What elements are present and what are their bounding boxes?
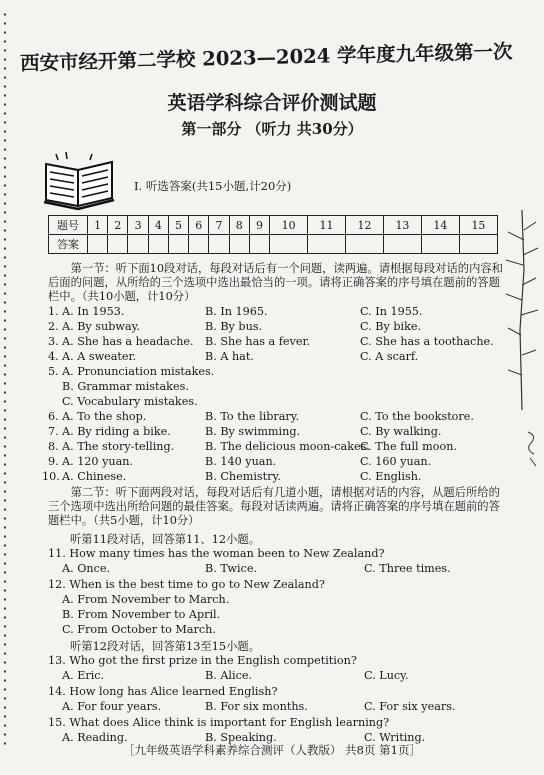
answer-cell[interactable] xyxy=(459,235,497,254)
option-b: B. In 1965. xyxy=(205,305,268,318)
answer-cell[interactable] xyxy=(108,235,128,254)
table-cell-number: 14 xyxy=(421,216,459,235)
option-b: B. To the library. xyxy=(205,410,300,423)
option-a: A. A sweater. xyxy=(62,350,137,363)
question-number: 7. xyxy=(48,425,59,438)
option-c: C. To the bookstore. xyxy=(360,410,474,423)
table-cell-number: 8 xyxy=(229,216,249,235)
question-5 xyxy=(48,365,528,379)
question-12-stem: 12. When is the best time to go to New Zealand? xyxy=(48,578,325,591)
answer-cell[interactable] xyxy=(168,235,188,254)
option-c: C. English. xyxy=(360,470,422,483)
option-b: B. Chemistry. xyxy=(205,470,281,483)
option-c: C. 160 yuan. xyxy=(360,455,432,468)
part1-instructions: 第一节：听下面10段对话，每段对话后有一个问题，读两遍。请根据每段对话的内容和后面的问题，从所给的三个选项中选出最恰当的一项。请将正确答案的序号填在题前的答题栏中。（共10小题，计10分） xyxy=(48,262,503,304)
question-13-option-c: C. Lucy. xyxy=(364,669,409,682)
table-cell-number: 2 xyxy=(108,216,128,235)
option-b: B. The delicious moon-cakes. xyxy=(205,440,370,453)
answer-table-number-row xyxy=(49,216,498,235)
question-9 xyxy=(48,455,528,469)
question-number: 1. xyxy=(48,305,59,318)
page-footer: ［九年级英语学科素养综合测评（人教版） 共8页 第1页］ xyxy=(123,743,421,757)
option-a: A. 120 yuan. xyxy=(62,455,134,468)
question-15-option-b: B. Speaking. xyxy=(205,731,277,744)
question-14-option-b: B. For six months. xyxy=(205,700,308,713)
question-10 xyxy=(42,470,528,484)
option-c: C. In 1955. xyxy=(360,305,423,318)
table-cell-number: 15 xyxy=(459,216,497,235)
question-11-option-a: A. Once. xyxy=(62,562,111,575)
option-a: A. The story-telling. xyxy=(62,440,175,453)
question-15-stem: 15. What does Alice think is important for English learning? xyxy=(48,716,390,729)
question-13-option-b: B. Alice. xyxy=(205,669,253,682)
question-13-stem: 13. Who got the first prize in the English competition? xyxy=(48,654,357,667)
option-c: C. A scarf. xyxy=(360,350,419,363)
question-5-option-b: B. Grammar mistakes. xyxy=(62,380,189,393)
option-a: A. Pronunciation mistakes. xyxy=(62,365,215,378)
answer-cell[interactable] xyxy=(229,235,249,254)
question-number: 3. xyxy=(48,335,59,348)
option-b: B. 140 yuan. xyxy=(205,455,277,468)
question-number: 8. xyxy=(48,440,59,453)
dialogue-11-instruction: 听第11段对话，回答第11、12小题。 xyxy=(70,533,260,546)
question-number: 9. xyxy=(48,455,59,468)
question-12-option-a: A. From November to March. xyxy=(62,593,230,606)
table-cell-number: 7 xyxy=(209,216,229,235)
question-8 xyxy=(48,440,528,454)
answer-cell[interactable] xyxy=(128,235,148,254)
answer-table xyxy=(48,215,498,254)
option-a: A. She has a headache. xyxy=(62,335,194,348)
question-number: 4. xyxy=(48,350,59,363)
question-1 xyxy=(48,305,528,319)
option-b: B. By swimming. xyxy=(205,425,301,438)
answer-cell[interactable] xyxy=(209,235,229,254)
question-12-option-c: C. From October to March. xyxy=(62,623,216,636)
question-14-option-a: A. For four years. xyxy=(62,700,162,713)
table-cell-number: 10 xyxy=(270,216,308,235)
table-row-label-number: 题号 xyxy=(49,216,88,235)
answer-cell[interactable] xyxy=(346,235,384,254)
table-cell-number: 4 xyxy=(148,216,168,235)
answer-table-answer-row xyxy=(49,235,498,254)
section1-heading: Ⅰ. 听选答案(共15小题,计20分) xyxy=(134,179,292,193)
answer-cell[interactable] xyxy=(148,235,168,254)
table-row-label-answer: 答案 xyxy=(49,235,88,254)
answer-cell[interactable] xyxy=(249,235,269,254)
option-a: A. Chinese. xyxy=(62,470,127,483)
open-book-icon xyxy=(42,150,118,212)
answer-cell[interactable] xyxy=(383,235,421,254)
table-cell-number: 13 xyxy=(383,216,421,235)
exam-title-line2: 英语学科综合评价测试题 xyxy=(167,92,377,114)
table-cell-number: 12 xyxy=(346,216,384,235)
option-b: B. She has a fever. xyxy=(205,335,311,348)
answer-cell[interactable] xyxy=(189,235,209,254)
question-11-option-c: C. Three times. xyxy=(364,562,451,575)
question-3 xyxy=(48,335,528,349)
question-number: 5. xyxy=(48,365,59,378)
answer-cell[interactable] xyxy=(308,235,346,254)
question-5-option-c: C. Vocabulary mistakes. xyxy=(62,395,198,408)
answer-cell[interactable] xyxy=(421,235,459,254)
option-c: C. By bike. xyxy=(360,320,422,333)
table-cell-number: 9 xyxy=(249,216,269,235)
question-number: 2. xyxy=(48,320,59,333)
question-15-option-c: C. Writing. xyxy=(364,731,426,744)
question-7 xyxy=(48,425,528,439)
table-cell-number: 1 xyxy=(88,216,108,235)
answer-cell[interactable] xyxy=(270,235,308,254)
question-4 xyxy=(48,350,528,364)
option-b: B. A hat. xyxy=(205,350,254,363)
question-14-option-c: C. For six years. xyxy=(364,700,456,713)
option-b: B. By bus. xyxy=(205,320,263,333)
option-a: A. By riding a bike. xyxy=(62,425,171,438)
table-cell-number: 11 xyxy=(308,216,346,235)
option-c: C. She has a toothache. xyxy=(360,335,494,348)
exam-title-line1: 西安市经开第二学校 2023—2024 学年度九年级第一次 xyxy=(19,39,513,75)
plant-doodle-icon xyxy=(500,210,544,410)
table-cell-number: 5 xyxy=(168,216,188,235)
dialogue-12-instruction: 听第12段对话，回答第13至15小题。 xyxy=(70,640,260,653)
question-13-option-a: A. Eric. xyxy=(62,669,105,682)
option-a: A. In 1953. xyxy=(62,305,125,318)
option-a: A. To the shop. xyxy=(62,410,147,423)
answer-cell[interactable] xyxy=(88,235,108,254)
margin-doodle-icon xyxy=(524,428,542,468)
question-15-option-a: A. Reading. xyxy=(62,731,128,744)
question-number: 6. xyxy=(48,410,59,423)
option-c: C. By walking. xyxy=(360,425,442,438)
question-6 xyxy=(48,410,528,424)
question-11-option-b: B. Twice. xyxy=(205,562,257,575)
question-14-stem: 14. How long has Alice learned English? xyxy=(48,685,278,698)
table-cell-number: 3 xyxy=(128,216,148,235)
option-c: C. The full moon. xyxy=(360,440,458,453)
part2-instructions: 第二节：听下面两段对话，每段对话后有几道小题，请根据对话的内容，从题后所给的三个选项中选出所给问题的最佳答案。每段对话读两遍。请将正确答案的序号填在题前的答题栏中。（共5小题，计10分） xyxy=(48,486,500,528)
question-11-stem: 11. How many times has the woman been to New Zealand? xyxy=(48,547,385,560)
option-a: A. By subway. xyxy=(62,320,141,333)
part-title: 第一部分 （听力 共30分） xyxy=(181,120,363,138)
question-12-option-b: B. From November to April. xyxy=(62,608,221,621)
table-cell-number: 6 xyxy=(189,216,209,235)
question-2 xyxy=(48,320,528,334)
question-number: 10. xyxy=(42,470,60,483)
